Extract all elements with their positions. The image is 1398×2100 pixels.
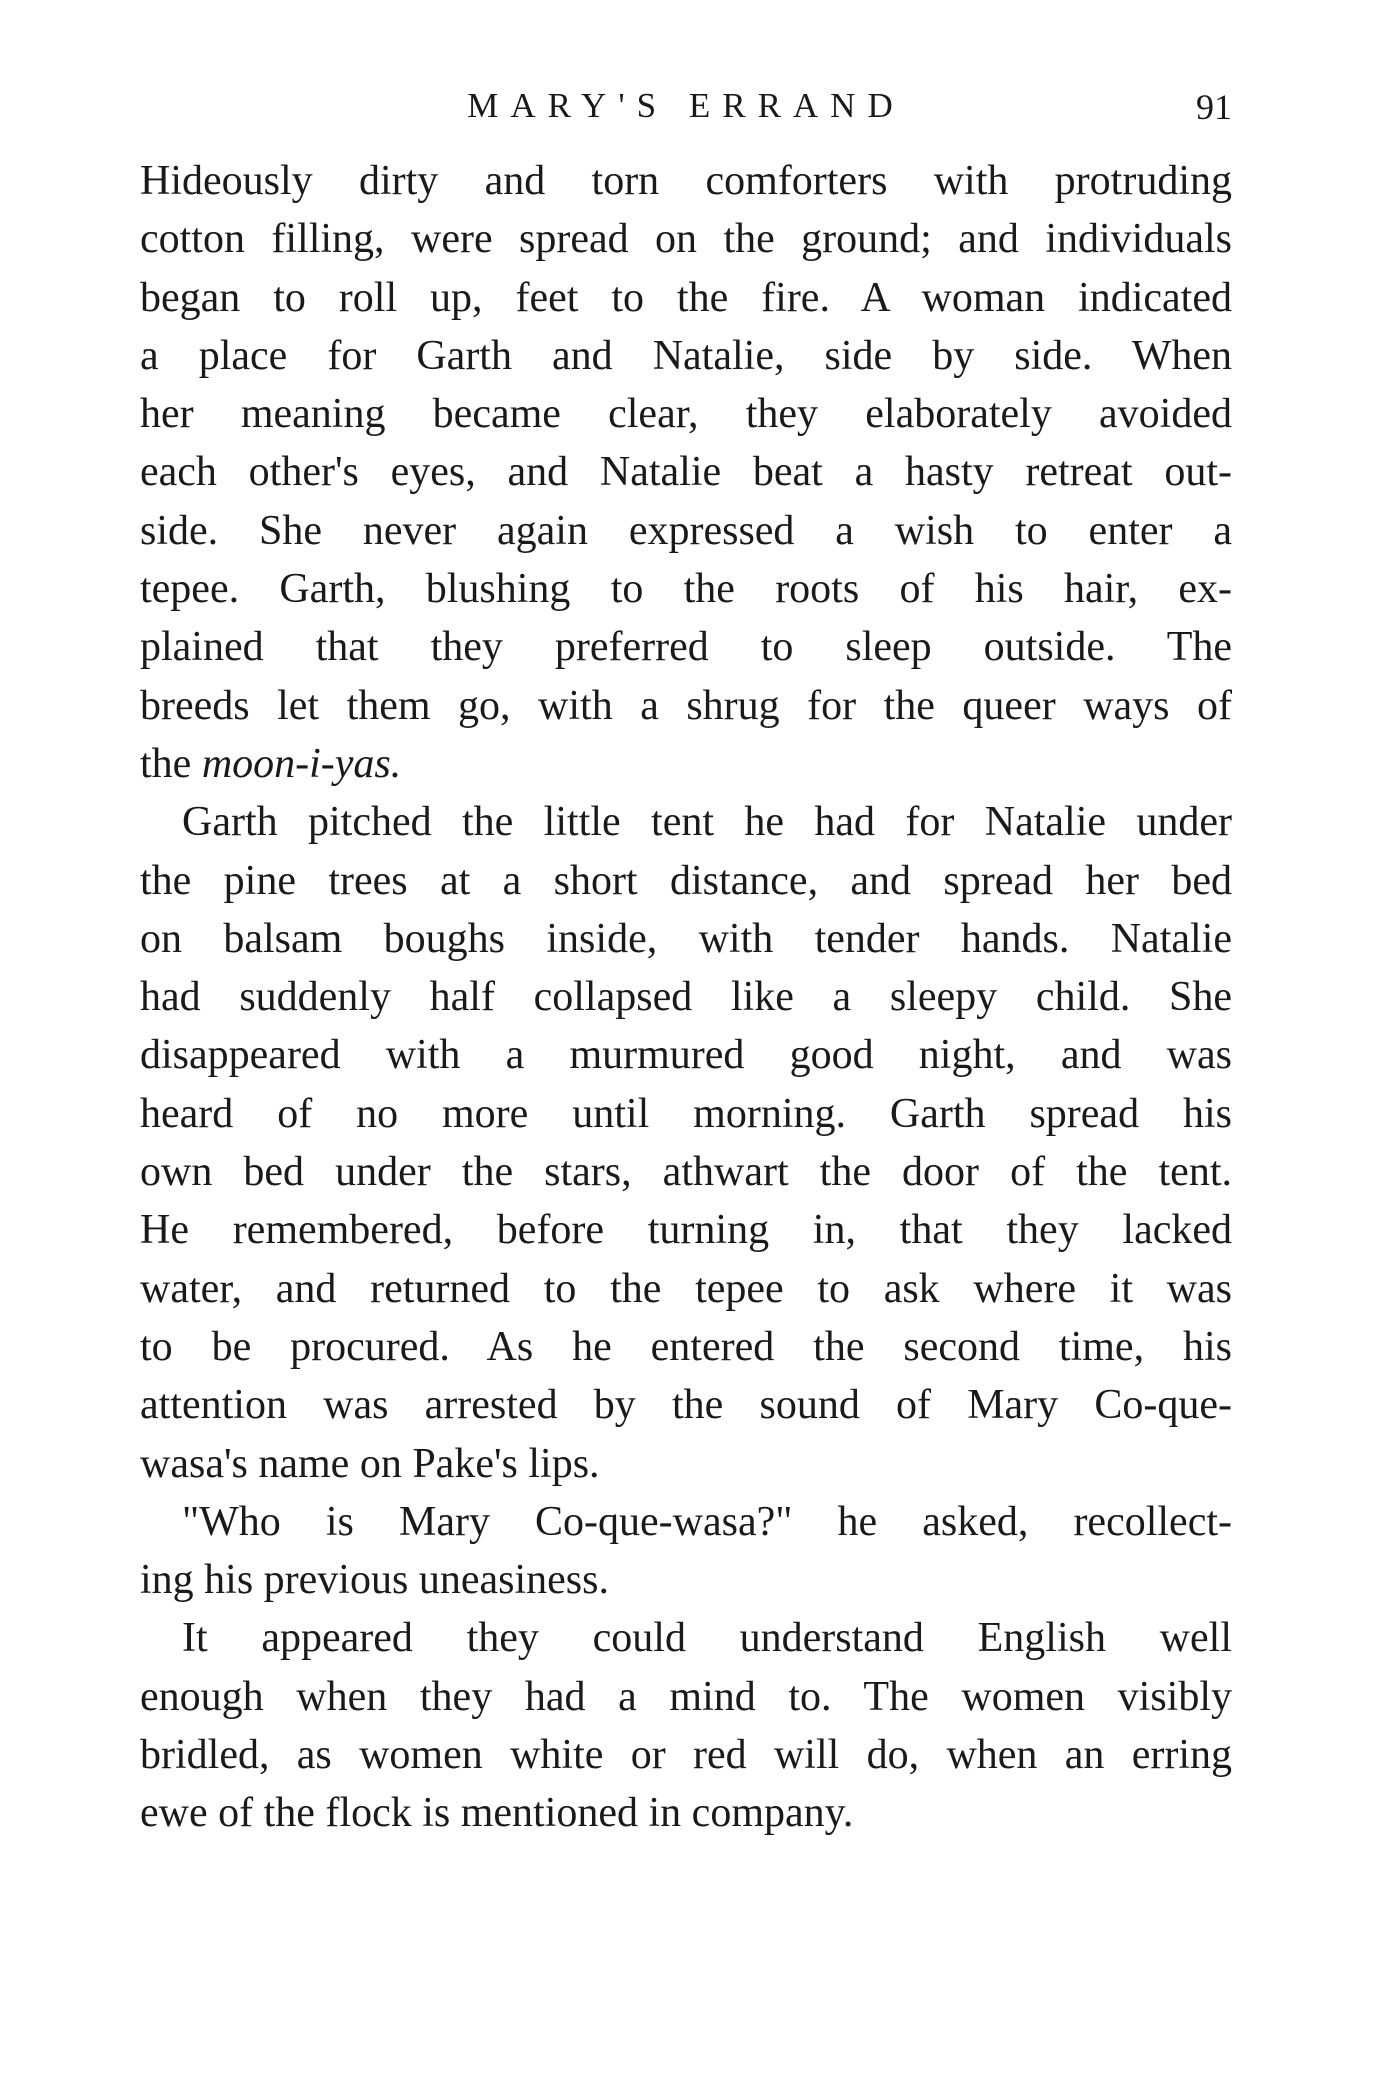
text-fragment: the — [140, 740, 202, 787]
paragraph-2 — [140, 793, 1232, 1493]
page-number: 91 — [1196, 87, 1232, 127]
text-line: attention was arrested by the sound of Mary Co-que- — [140, 1382, 1232, 1429]
text-line: heard of no more until morning. Garth spread his — [140, 1090, 1232, 1137]
text-line: It appeared they could understand English well — [182, 1615, 1232, 1662]
text-line: Garth pitched the little tent he had for Natalie under — [182, 799, 1232, 846]
text-line: plained that they preferred to sleep outside. The — [140, 624, 1232, 671]
text-line: disappeared with a murmured good night, and was — [140, 1032, 1232, 1079]
paragraph-1 — [140, 152, 1232, 793]
text-line: breeds let them go, with a shrug for the queer ways of — [140, 682, 1232, 729]
text-line: had suddenly half collapsed like a sleepy child. She — [140, 974, 1232, 1021]
running-title: MARY'S ERRAND — [467, 86, 905, 125]
paragraph-3 — [140, 1493, 1232, 1610]
text-line: own bed under the stars, athwart the door of the tent. — [140, 1149, 1232, 1196]
text-line — [140, 735, 1232, 793]
text-line: began to roll up, feet to the fire. A woman indicated — [140, 274, 1232, 321]
text-line: He remembered, before turning in, that they lacked — [140, 1207, 1232, 1254]
book-page — [140, 86, 1232, 1843]
text-line: each other's eyes, and Natalie beat a hasty retreat out- — [140, 449, 1232, 496]
italic-word: moon-i-yas. — [201, 740, 402, 787]
text-line: ewe of the flock is mentioned in company. — [140, 1790, 854, 1837]
text-line: on balsam boughs inside, with tender hands. Natalie — [140, 915, 1232, 962]
text-line: her meaning became clear, they elaborately avoided — [140, 391, 1232, 438]
paragraph-4 — [140, 1609, 1232, 1842]
text-line: "Who is Mary Co-que-wasa?" he asked, recollect- — [182, 1498, 1232, 1545]
body-text — [140, 152, 1232, 1843]
running-head — [140, 86, 1232, 146]
text-line: enough when they had a mind to. The women visibly — [140, 1673, 1232, 1720]
text-line: side. She never again expressed a wish to enter a — [140, 507, 1232, 554]
text-line: wasa's name on Pake's lips. — [140, 1440, 600, 1487]
text-line: the pine trees at a short distance, and spread her bed — [140, 857, 1232, 904]
text-line: ing his previous uneasiness. — [140, 1557, 609, 1604]
text-line: Hideously dirty and torn comforters with protruding — [140, 158, 1232, 204]
text-line: tepee. Garth, blushing to the roots of his hair, ex- — [140, 566, 1232, 613]
text-line: bridled, as women white or red will do, when an erring — [140, 1732, 1232, 1779]
text-line: to be procured. As he entered the second time, his — [140, 1323, 1232, 1370]
text-line: a place for Garth and Natalie, side by side. When — [140, 332, 1232, 379]
text-line: cotton filling, were spread on the ground; and individuals — [140, 216, 1232, 263]
text-line: water, and returned to the tepee to ask where it was — [140, 1265, 1232, 1312]
